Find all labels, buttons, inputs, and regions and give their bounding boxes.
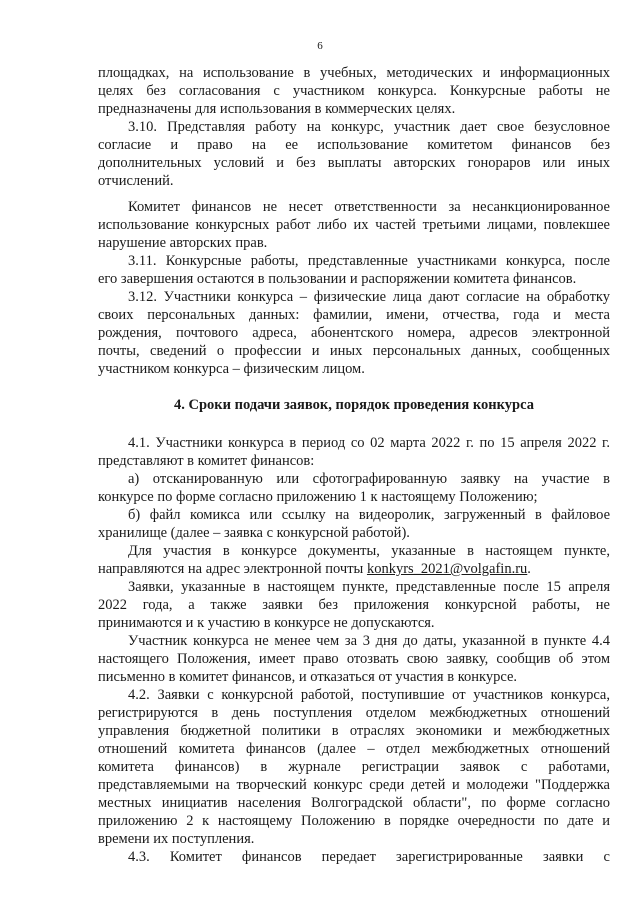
text-line: регистрируются в день поступления отделом межбюджетных отношений (98, 705, 610, 721)
text-line: Участник конкурса не менее чем за 3 дня до даты, указанной в пункте 4.4 (128, 633, 610, 649)
paragraph (98, 632, 610, 686)
text-line: б) файл комикса или ссылку на видеоролик, загруженный в файловое (128, 507, 610, 523)
text-line: представляют в комитет финансов: (98, 453, 315, 469)
text-line: настоящего Положения, имеет право отозвать свою заявку, сообщив об этом (98, 651, 610, 667)
page-number: 6 (317, 40, 323, 52)
text-line: 4.2. Заявки с конкурсной работой, поступившие от участников конкурса, (128, 687, 610, 703)
document-body (98, 64, 610, 866)
text-line: предназначены для использования в коммерческих целях. (98, 101, 456, 117)
paragraph (98, 542, 610, 578)
text-line: представляемыми на творческий конкурс среди детей и молодежи "Поддержка (98, 777, 610, 793)
text-line: целях без согласования с участником конкурса. Конкурсные работы не (98, 83, 610, 99)
text-line: а) отсканированную или сфотографированную заявку на участие в (128, 471, 610, 487)
paragraph-4-1 (98, 434, 610, 470)
text-fragment: направляются на адрес электронной почты (98, 561, 364, 577)
text-line: почты, сведений о профессии и иных персональных данных, сообщенных (98, 343, 610, 359)
paragraph-4-2 (98, 686, 610, 848)
paragraph-item-b (98, 506, 610, 542)
text-line: 4.3. Комитет финансов передает зарегистрированные заявки с (128, 849, 610, 865)
text-line: письменно в комитет финансов, и отказаться от участия в конкурсе. (98, 669, 518, 685)
text-line: времени их поступления. (98, 831, 255, 847)
paragraph (98, 64, 610, 118)
text-line: его завершения остаются в пользовании и распоряжении комитета финансов. (98, 271, 577, 287)
text-line: принимаются и к участию в конкурсе не допускаются. (98, 615, 435, 631)
text-line: Для участия в конкурсе документы, указанные в настоящем пункте, (128, 543, 610, 559)
text-line: площадках, на использование в учебных, методических и информационных (98, 65, 610, 81)
text-line: использование конкурсных работ либо их частей третьими лицами, повлекшее (98, 217, 610, 233)
text-line: 3.11. Конкурсные работы, представленные участниками конкурса, после (128, 253, 610, 269)
paragraph-3-12 (98, 288, 610, 378)
text-line: отношений комитета финансов (далее – отдел межбюджетных отношений (98, 741, 610, 757)
text-line: 3.10. Представляя работу на конкурс, участник дает свое безусловное (128, 119, 610, 135)
text-line: своих персональных данных: фамилии, имени, отчества, года и места (98, 307, 610, 323)
email-link[interactable]: konkyrs_2021@volgafin.ru (366, 561, 528, 577)
text-line: комитета финансов) в журнале регистрации заявок с работами, (98, 759, 610, 775)
text-line (98, 560, 610, 578)
text-line: Заявки, указанные в настоящем пункте, представленные после 15 апреля (128, 579, 610, 595)
text-line: дополнительных условий и без выплаты авторских гонораров или иных (98, 155, 610, 171)
paragraph-item-a (98, 470, 610, 506)
text-line: 4.1. Участники конкурса в период со 02 марта 2022 г. по 15 апреля 2022 г. (128, 435, 610, 451)
section-heading: 4. Сроки подачи заявок, порядок проведения конкурса (174, 397, 534, 413)
text-line: 2022 года, а также заявки без приложения конкурсной работы, не (98, 597, 610, 613)
text-line: приложению 2 к настоящему Положению в порядке очередности по дате и (98, 813, 610, 829)
text-line: конкурсе по форме согласно приложению 1 к настоящему Положению; (98, 489, 538, 505)
paragraph (98, 198, 610, 252)
paragraph-4-3 (98, 848, 610, 866)
text-line: Комитет финансов не несет ответственности за несанкционированное (128, 199, 610, 215)
text-line: нарушение авторских прав. (98, 235, 268, 251)
text-line: рождения, почтового адреса, абонентского номера, адресов электронной (98, 325, 610, 341)
paragraph-3-10 (98, 118, 610, 190)
text-line: местных инициатив населения Волгоградской области", по форме согласно (98, 795, 610, 811)
text-fragment: . (527, 561, 531, 577)
text-line: 3.12. Участники конкурса – физические лица дают согласие на обработку (128, 289, 610, 305)
paragraph-3-11 (98, 252, 610, 288)
text-line: управления бюджетной политики в отраслях экономики и межбюджетных (98, 723, 610, 739)
text-line: хранилище (далее – заявка с конкурсной работой). (98, 525, 410, 541)
text-line: участником конкурса – физическим лицом. (98, 361, 365, 377)
text-line: согласие и право на ее использование комитетом финансов без (98, 137, 610, 153)
paragraph (98, 578, 610, 632)
text-line: отчислений. (98, 173, 174, 189)
